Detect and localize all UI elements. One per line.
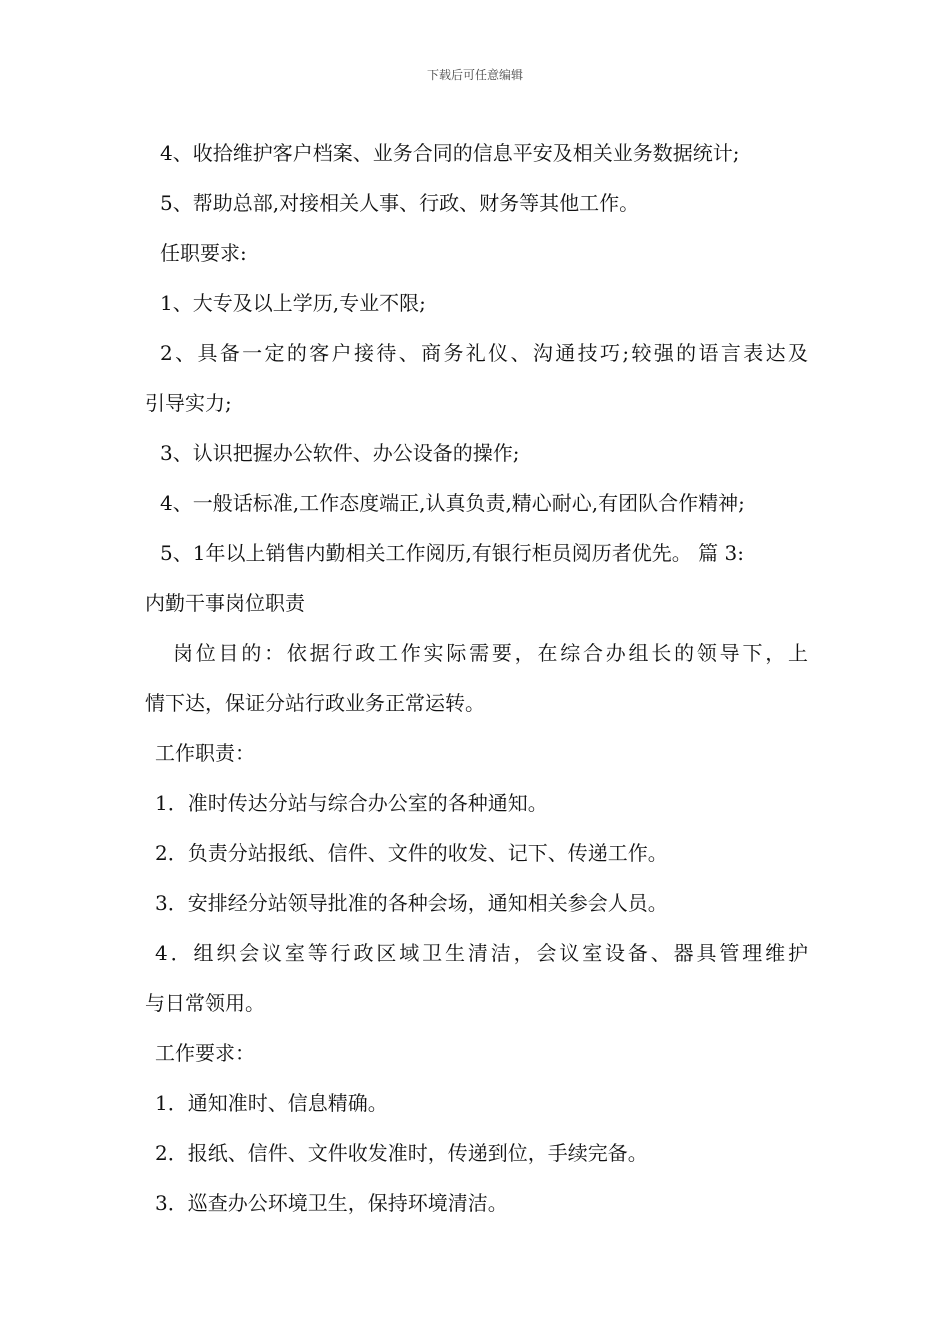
list-item: 3．巡查办公环境卫生，保持环境清洁。 (155, 1191, 508, 1215)
paragraph-line: 4、收拾维护客户档案、业务合同的信息平安及相关业务数据统计; (160, 141, 740, 165)
paragraph-line: 引导实力; (145, 391, 232, 415)
list-item: 4．组织会议室等行政区域卫生清洁，会议室设备、器具管理维护 (155, 941, 808, 965)
list-item: 2．负责分站报纸、信件、文件的收发、记下、传递工作。 (155, 841, 668, 865)
list-item: 3．安排经分站领导批准的各种会场，通知相关参会人员。 (155, 891, 668, 915)
paragraph-line: 1、大专及以上学历,专业不限; (160, 291, 426, 315)
paragraph-line: 5、帮助总部,对接相关人事、行政、财务等其他工作。 (160, 191, 640, 215)
section-heading: 工作职责： (155, 741, 255, 765)
list-item: 1．通知准时、信息精确。 (155, 1091, 388, 1115)
paragraph-line: 5、1年以上销售内勤相关工作阅历,有银行柜员阅历者优先。 篇 3: (160, 541, 744, 565)
paragraph-line: 岗位目的：依据行政工作实际需要，在综合办组长的领导下，上 (173, 641, 808, 665)
list-item: 2．报纸、信件、文件收发准时，传递到位，手续完备。 (155, 1141, 648, 1165)
paragraph-line: 4、一般话标准,工作态度端正,认真负责,精心耐心,有团队合作精神; (160, 491, 745, 515)
page-header-note: 下载后可任意编辑 (426, 68, 523, 82)
section-title: 内勤干事岗位职责 (145, 591, 305, 615)
document-body (145, 128, 808, 1228)
paragraph-line: 3、认识把握办公软件、办公设备的操作; (160, 441, 520, 465)
list-item-continuation: 与日常领用。 (145, 991, 265, 1015)
paragraph-line: 情下达，保证分站行政业务正常运转。 (145, 691, 485, 715)
section-heading: 工作要求： (155, 1041, 255, 1065)
paragraph-line: 2、具备一定的客户接待、商务礼仪、沟通技巧;较强的语言表达及 (160, 341, 808, 365)
list-item: 1．准时传达分站与综合办公室的各种通知。 (155, 791, 548, 815)
section-heading: 任职要求: (160, 241, 247, 265)
